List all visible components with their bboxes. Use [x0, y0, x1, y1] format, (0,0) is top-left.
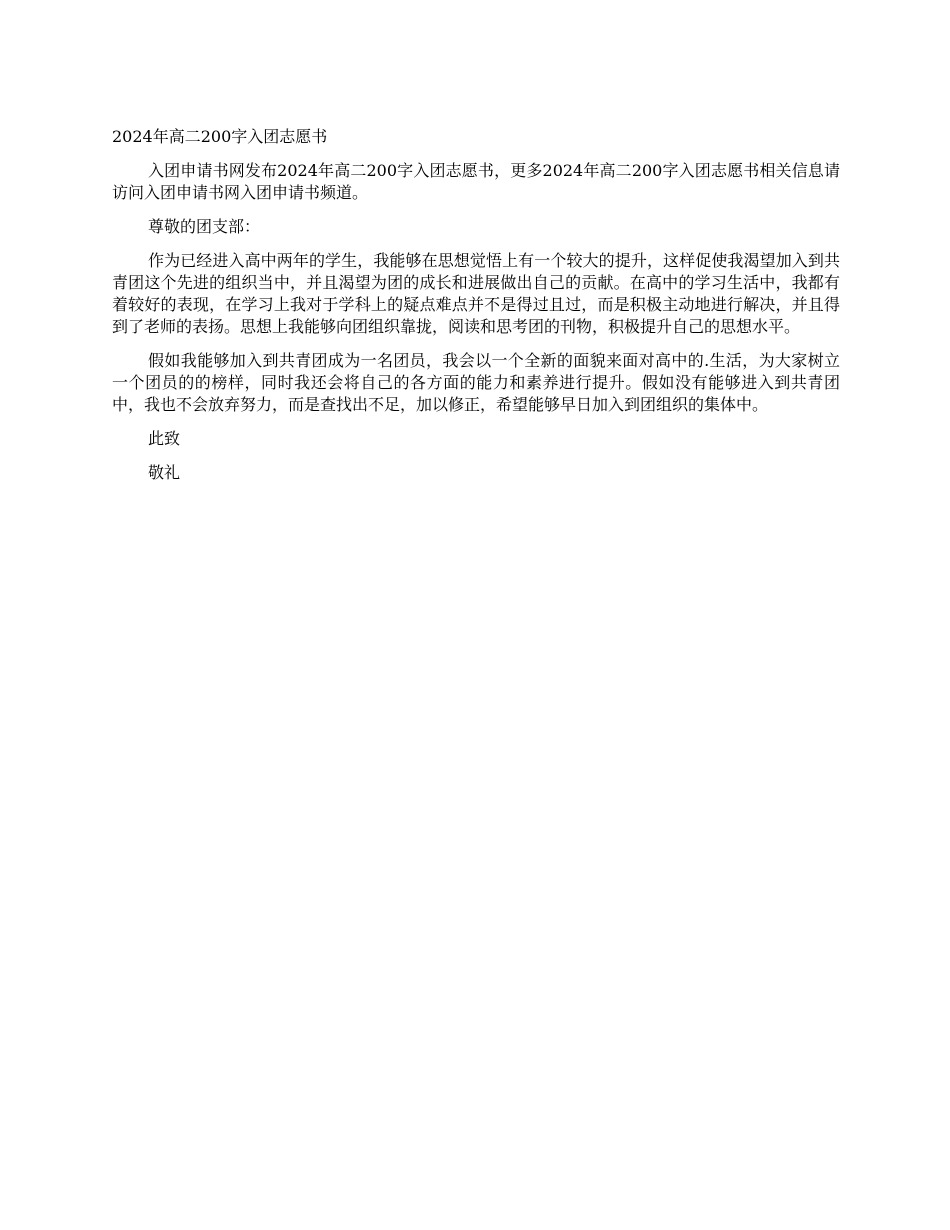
document-title: 2024年高二200字入团志愿书: [112, 127, 328, 146]
body-paragraph-1: 作为已经进入高中两年的学生，我能够在思想觉悟上有一个较大的提升，这样促使我渴望加入到共青团这个先进的组织当中，并且渴望为团的成长和进展做出自己的贡献。在高中的学习生活中，我都有着较好的表现，在学习上我对于学科上的疑点难点并不是得过且过，而是积极主动地进行解决，并且得到了老师的表扬。思想上我能够向团组织靠拢，阅读和思考团的刊物，积极提升自己的思想水平。: [112, 251, 840, 336]
closing-line-1: 此致: [148, 429, 181, 448]
closing-line-2: 敬礼: [148, 463, 181, 482]
body-paragraph-2: 假如我能够加入到共青团成为一名团员，我会以一个全新的面貌来面对高中的.生活，为大家树立一个团员的的榜样，同时我还会将自己的各方面的能力和素养进行提升。假如没有能够进入到共青团中，我也不会放弃努力，而是查找出不足，加以修正，希望能够早日加入到团组织的集体中。: [112, 351, 840, 414]
intro-paragraph: 入团申请书网发布2024年高二200字入团志愿书，更多2024年高二200字入团志愿书相关信息请访问入团申请书网入团申请书频道。: [112, 161, 840, 202]
salutation: 尊敬的团支部：: [148, 217, 261, 236]
document-body: [112, 126, 840, 496]
